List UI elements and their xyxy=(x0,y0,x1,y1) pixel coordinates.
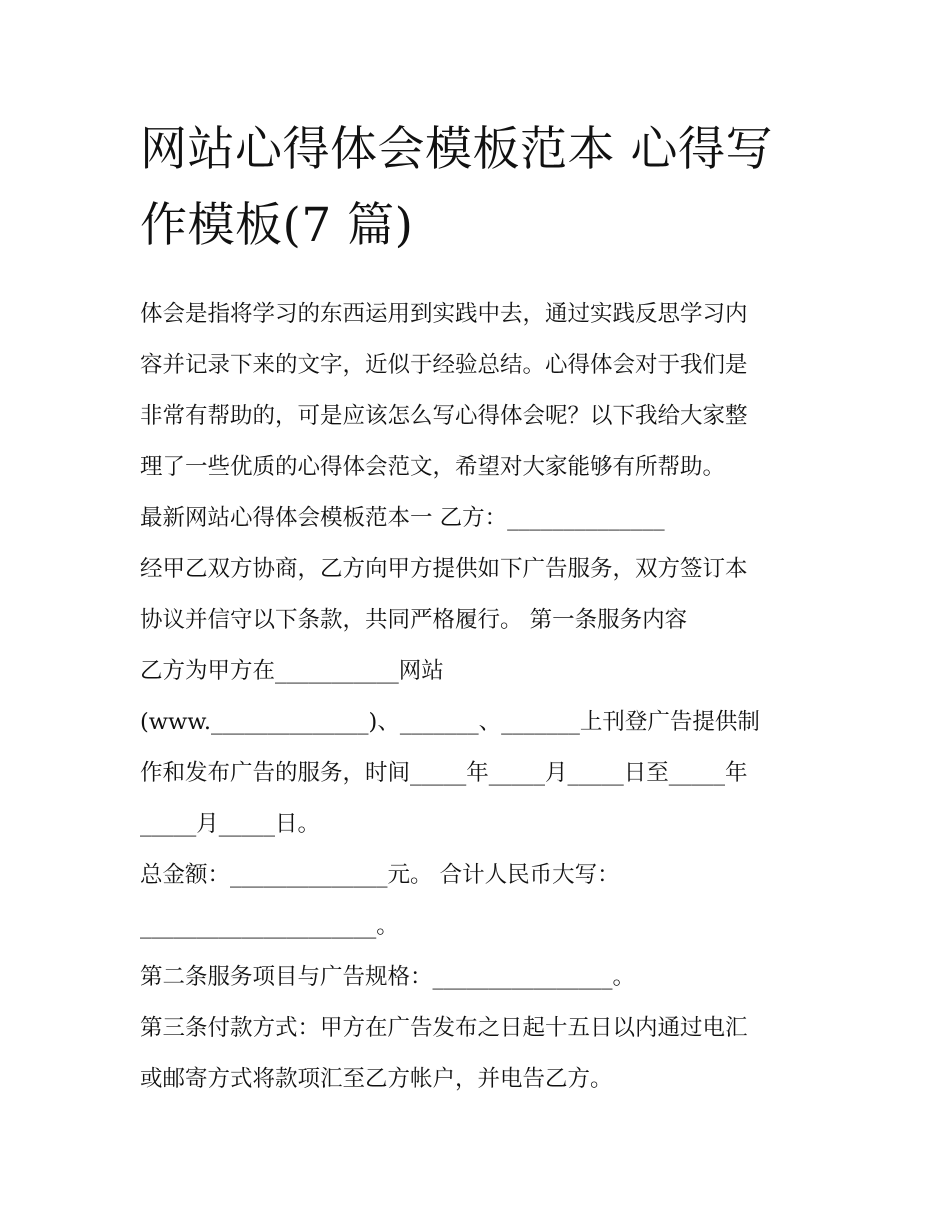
title-line: 作模板(7 篇) xyxy=(140,198,414,253)
text-line: 体会是指将学习的东西运用到实践中去，通过实践反思学习内 xyxy=(140,301,748,327)
text-line: _____月_____日。 xyxy=(140,811,321,837)
text-line: 理了一些优质的心得体会范文，希望对大家能够有所帮助。 xyxy=(140,454,726,480)
text-line: 协议并信守以下条款，共同严格履行。 第一条服务内容 xyxy=(140,607,688,633)
document-title xyxy=(140,112,820,264)
text-line: 乙方为甲方在___________网站 xyxy=(140,658,444,684)
text-line: 作和发布广告的服务，时间_____年_____月_____日至_____年 xyxy=(140,760,748,786)
text-line: 总金额：______________元。 合计人民币大写： xyxy=(140,862,620,888)
text-line: 或邮寄方式将款项汇至乙方帐户，并电告乙方。 xyxy=(140,1066,613,1092)
text-line: 第三条付款方式：甲方在广告发布之日起十五日以内通过电汇 xyxy=(140,1015,748,1041)
title-line: 网站心得体会模板范本 心得写 xyxy=(140,122,773,177)
text-line: 第二条服务项目与广告规格：________________。 xyxy=(140,964,636,990)
document-content xyxy=(140,112,820,1105)
text-line: 非常有帮助的，可是应该怎么写心得体会呢？以下我给大家整 xyxy=(140,403,748,429)
text-line: 容并记录下来的文字，近似于经验总结。心得体会对于我们是 xyxy=(140,352,748,378)
document-body xyxy=(140,289,820,1105)
text-line: 经甲乙双方协商，乙方向甲方提供如下广告服务，双方签订本 xyxy=(140,556,748,582)
section-heading-line: 最新网站心得体会模板范本一 乙方：______________ xyxy=(140,505,665,531)
text-line: _____________________。 xyxy=(140,913,399,939)
text-line: (www.______________)、_______、_______上刊登广告提供制 xyxy=(140,709,760,735)
